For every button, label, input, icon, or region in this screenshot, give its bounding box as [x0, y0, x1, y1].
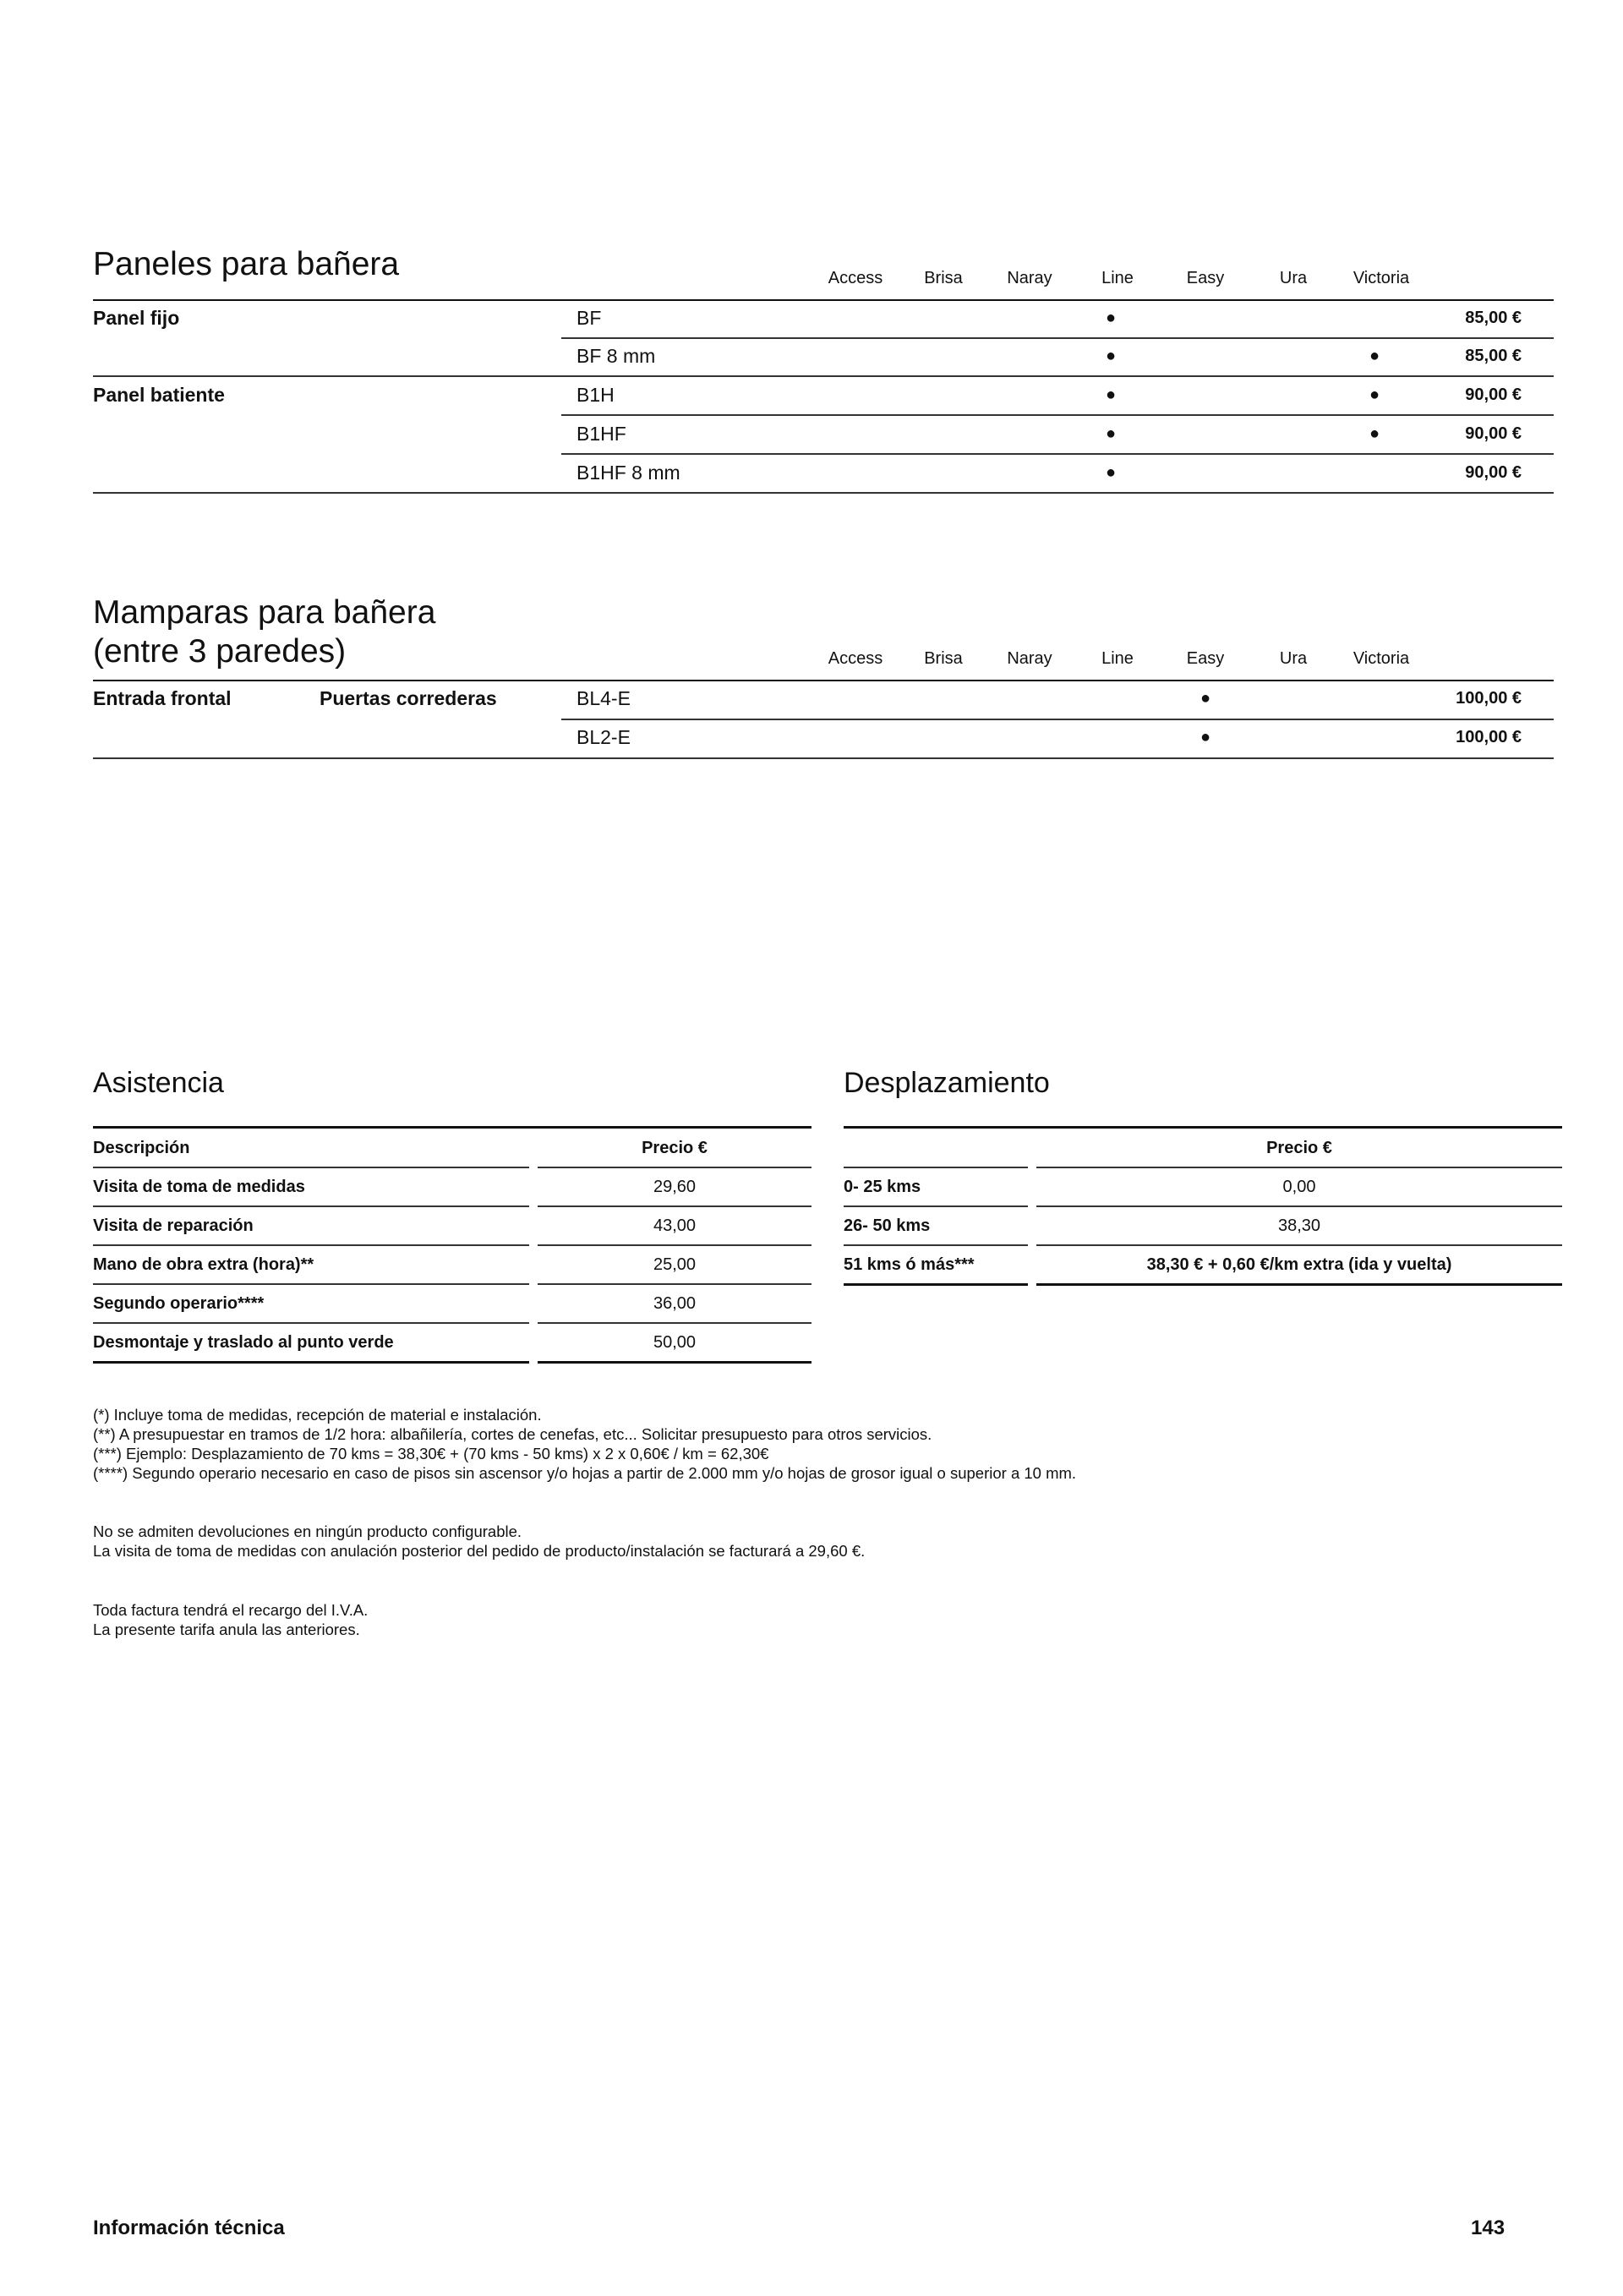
row-divider: [538, 1244, 812, 1246]
col-ura: Ura: [1279, 649, 1308, 668]
availability-dot: ●: [1105, 463, 1117, 482]
row-divider: [561, 719, 1554, 720]
table-row-price: 85,00 €: [1465, 347, 1522, 365]
group-panel-batiente: Panel batiente: [93, 384, 225, 406]
note-line: No se admiten devoluciones en ningún producto configurable.: [93, 1522, 522, 1540]
row-divider: [844, 1167, 1028, 1168]
paneles-title: Paneles para bañera: [93, 246, 400, 282]
group-entrada-frontal: Entrada frontal: [93, 687, 232, 709]
notes-returns: [93, 1522, 865, 1561]
footnote: (****) Segundo operario necesario en caso de pisos sin ascensor y/o hojas a partir de 2.000 mm y/o hojas de grosor igual o superior a 10 mm.: [93, 1464, 1077, 1482]
table-row-price: 36,00: [653, 1294, 697, 1313]
row-divider: [93, 492, 1554, 494]
table-row-price: 100,00 €: [1456, 728, 1522, 746]
row-divider: [93, 1244, 529, 1246]
table-row-price: 0,00: [1282, 1178, 1316, 1196]
asistencia-header-desc: Descripción: [93, 1139, 190, 1157]
row-divider: [1036, 1244, 1562, 1246]
asistencia-top-rule: [93, 1126, 812, 1129]
row-divider: [538, 1361, 812, 1364]
row-divider: [561, 453, 1554, 455]
col-victoria: Victoria: [1352, 269, 1410, 287]
table-row-price: 85,00 €: [1465, 309, 1522, 327]
row-divider: [93, 757, 1554, 759]
row-divider: [844, 1205, 1028, 1207]
footer-section-title: Información técnica: [93, 2217, 285, 2239]
table-row-price: 90,00 €: [1465, 385, 1522, 404]
col-easy: Easy: [1186, 269, 1225, 287]
asistencia-title: Asistencia: [93, 1067, 224, 1099]
row-divider: [93, 1361, 529, 1364]
col-line: Line: [1101, 649, 1134, 668]
col-line: Line: [1101, 269, 1134, 287]
col-victoria: Victoria: [1352, 649, 1410, 668]
notes-tax: [93, 1600, 368, 1639]
row-divider: [538, 1283, 812, 1285]
table-row-price: 90,00 €: [1465, 424, 1522, 443]
col-naray: Naray: [1007, 649, 1052, 668]
footnote: (**) A presupuestar en tramos de 1/2 hora: albañilería, cortes de cenefas, etc... Solicitar presupuesto para otros servicios.: [93, 1425, 932, 1443]
table-row-model: BL4-E: [577, 687, 631, 709]
table-row-price: 100,00 €: [1456, 689, 1522, 708]
footnotes: [93, 1405, 1076, 1483]
note-line: Toda factura tendrá el recargo del I.V.A.: [93, 1601, 369, 1619]
note-line: La presente tarifa anula las anteriores.: [93, 1621, 360, 1638]
mamparas-top-rule: [93, 680, 1554, 681]
desplazamiento-header-price: Precio €: [1266, 1139, 1332, 1157]
table-row-price: 38,30 € + 0,60 €/km extra (ida y vuelta): [1146, 1255, 1452, 1274]
row-divider: [93, 375, 1554, 377]
table-row-price: 90,00 €: [1465, 463, 1522, 482]
col-access: Access: [828, 649, 883, 668]
table-row-model: BF: [577, 307, 602, 329]
table-row-desc: Segundo operario****: [93, 1294, 265, 1313]
table-row-model: B1HF 8 mm: [577, 462, 680, 484]
table-row-model: BL2-E: [577, 726, 631, 748]
row-divider: [93, 1283, 529, 1285]
note-line: La visita de toma de medidas con anulación posterior del pedido de producto/instalación se facturará a 29,60 €.: [93, 1542, 866, 1560]
availability-dot: ●: [1105, 347, 1117, 365]
table-row-price: 50,00: [653, 1333, 697, 1352]
table-row-range: 0- 25 kms: [844, 1178, 921, 1196]
row-divider: [93, 1205, 529, 1207]
availability-dot: ●: [1199, 728, 1211, 746]
row-divider: [93, 1322, 529, 1324]
availability-dot: ●: [1369, 347, 1380, 365]
table-row-desc: Visita de reparación: [93, 1216, 254, 1235]
table-row-model: B1HF: [577, 423, 626, 445]
col-access: Access: [828, 269, 883, 287]
table-row-range: 51 kms ó más***: [844, 1255, 975, 1274]
table-row-desc: Mano de obra extra (hora)**: [93, 1255, 314, 1274]
table-row-desc: Desmontaje y traslado al punto verde: [93, 1333, 394, 1352]
row-divider: [538, 1322, 812, 1324]
col-brisa: Brisa: [924, 649, 963, 668]
row-divider: [538, 1205, 812, 1207]
availability-dot: ●: [1369, 424, 1380, 443]
mamparas-title-line2: (entre 3 paredes): [93, 633, 347, 670]
table-row-price: 38,30: [1277, 1216, 1321, 1235]
mamparas-title-line1: Mamparas para bañera: [93, 594, 436, 631]
availability-dot: ●: [1105, 424, 1117, 443]
table-row-price: 29,60: [653, 1178, 697, 1196]
row-divider: [1036, 1205, 1562, 1207]
row-divider: [561, 337, 1554, 339]
availability-dot: ●: [1105, 385, 1117, 404]
table-row-range: 26- 50 kms: [844, 1216, 931, 1235]
table-row-price: 43,00: [653, 1216, 697, 1235]
table-row-model: B1H: [577, 384, 615, 406]
row-divider: [538, 1167, 812, 1168]
footnote: (*) Incluye toma de medidas, recepción de material e instalación.: [93, 1406, 542, 1424]
paneles-top-rule: [93, 299, 1554, 301]
group-panel-fijo: Panel fijo: [93, 307, 180, 329]
row-divider: [844, 1283, 1028, 1286]
col-naray: Naray: [1007, 269, 1052, 287]
row-divider: [844, 1244, 1028, 1246]
col-easy: Easy: [1186, 649, 1225, 668]
page-number: 143: [1471, 2217, 1506, 2239]
desplazamiento-title: Desplazamiento: [844, 1067, 1050, 1099]
table-row-desc: Visita de toma de medidas: [93, 1178, 305, 1196]
row-divider: [1036, 1167, 1562, 1168]
subgroup-puertas-correderas: Puertas correderas: [320, 687, 497, 709]
availability-dot: ●: [1199, 689, 1211, 708]
desplazamiento-top-rule: [844, 1126, 1562, 1129]
asistencia-header-price: Precio €: [642, 1139, 708, 1157]
col-brisa: Brisa: [924, 269, 963, 287]
footnote: (***) Ejemplo: Desplazamiento de 70 kms = 38,30€ + (70 kms - 50 kms) x 2 x 0,60€ / km = 62,30€: [93, 1445, 769, 1462]
col-ura: Ura: [1279, 269, 1308, 287]
table-row-price: 25,00: [653, 1255, 697, 1274]
row-divider: [561, 414, 1554, 416]
availability-dot: ●: [1369, 385, 1380, 404]
table-row-model: BF 8 mm: [577, 345, 656, 367]
availability-dot: ●: [1105, 309, 1117, 327]
row-divider: [93, 1167, 529, 1168]
row-divider: [1036, 1283, 1562, 1286]
